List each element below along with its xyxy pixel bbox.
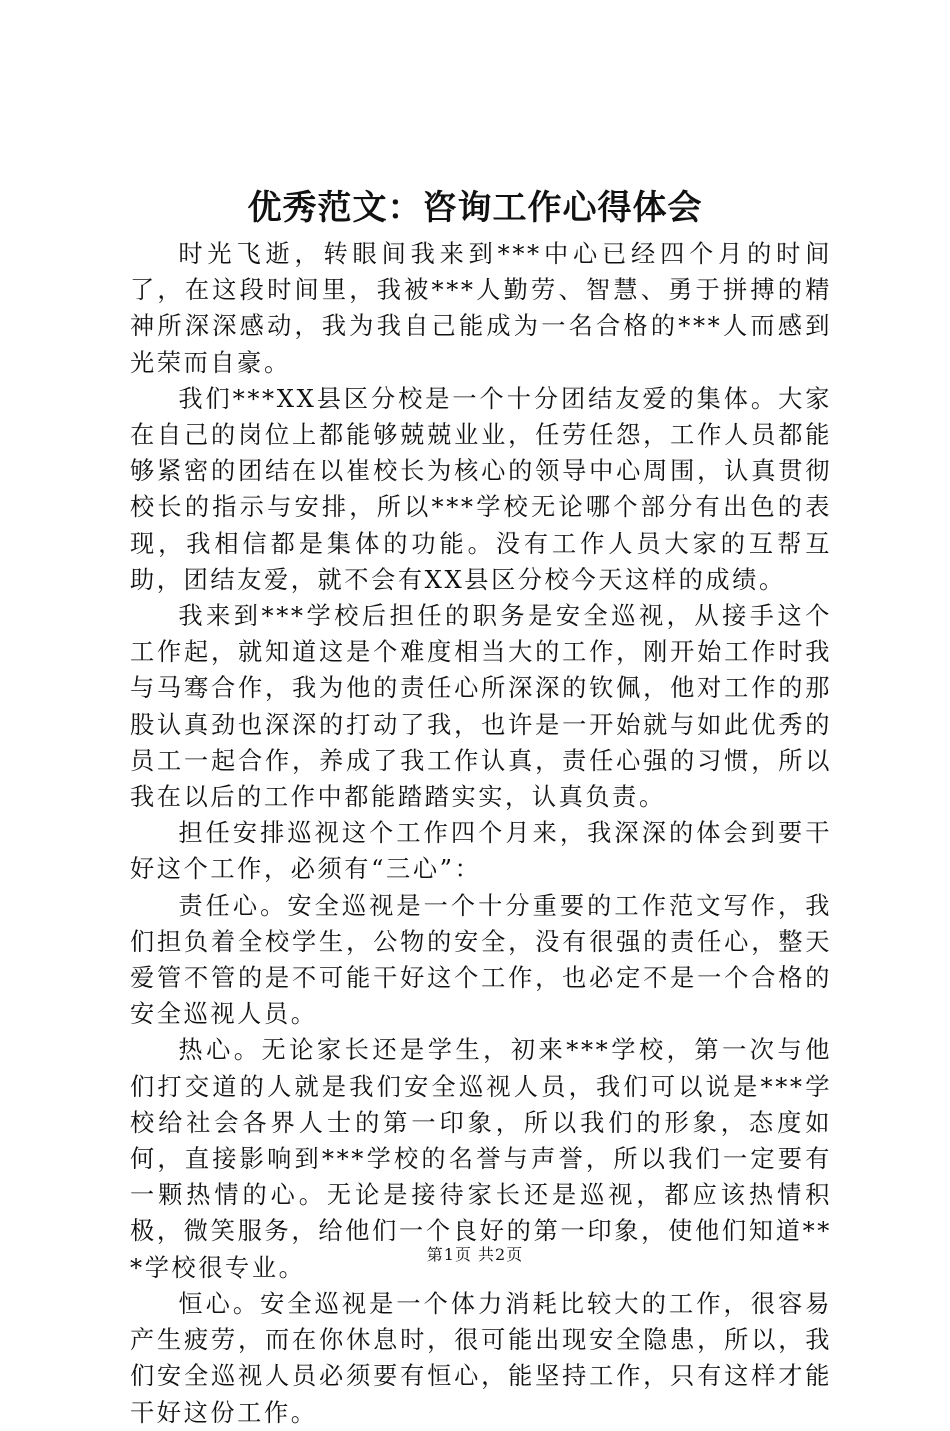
document-title: 优秀范文：咨询工作心得体会 [247, 188, 703, 228]
page-number-footer: 第1页 共2页 [426, 1245, 524, 1264]
paragraph: 热心。无论家长还是学生，初来***学校，第一次与他们打交道的人就是我们安全巡视人员，我们可以说是***学校给社会各界人士的第一印象，所以我们的形象，态度如何，直接影响到***学校的名誉与声誉，所以我们一定要有一颗热情的心。无论是接待家长还是巡视，都应该热情积极，微笑服务，给他们一个良好的第一印象，使他们知道***学校很专业。 [130, 1036, 832, 1282]
paragraph: 我们***XX县区分校是一个十分团结友爱的集体。大家在自己的岗位上都能够兢兢业业，任劳任怨，工作人员都能够紧密的团结在以崔校长为核心的领导中心周围，认真贯彻校长的指示与安排，所以***学校无论哪个部分有出色的表现，我相信都是集体的功能。没有工作人员大家的互帮互助，团结友爱，就不会有XX县区分校今天这样的成绩。 [130, 384, 832, 594]
paragraph: 担任安排巡视这个工作四个月来，我深深的体会到要干好这个工作，必须有“三心”： [130, 819, 832, 884]
paragraph: 时光飞逝，转眼间我来到***中心已经四个月的时间了，在这段时间里，我被***人勤劳、智慧、勇于拼搏的精神所深深感动，我为我自己能成为一名合格的***人而感到光荣而自豪。 [130, 240, 832, 377]
paragraph: 我来到***学校后担任的职务是安全巡视，从接手这个工作起，就知道这是个难度相当大的工作，刚开始工作时我与马骞合作，我为他的责任心所深深的钦佩，他对工作的那股认真劲也深深的打动了我，也许是一开始就与如此优秀的员工一起合作，养成了我工作认真，责任心强的习惯，所以我在以后的工作中都能踏踏实实，认真负责。 [130, 602, 832, 812]
paragraph: 责任心。安全巡视是一个十分重要的工作范文写作，我们担负着全校学生，公物的安全，没有很强的责任心，整天爱管不管的是不可能干好这个工作，也必定不是一个合格的安全巡视人员。 [130, 891, 832, 1029]
paragraph: 恒心。安全巡视是一个体力消耗比较大的工作，很容易产生疲劳，而在你休息时，很可能出现安全隐患，所以，我们安全巡视人员必须要有恒心，能坚持工作，只有这样才能干好这份工作。 [130, 1289, 832, 1427]
